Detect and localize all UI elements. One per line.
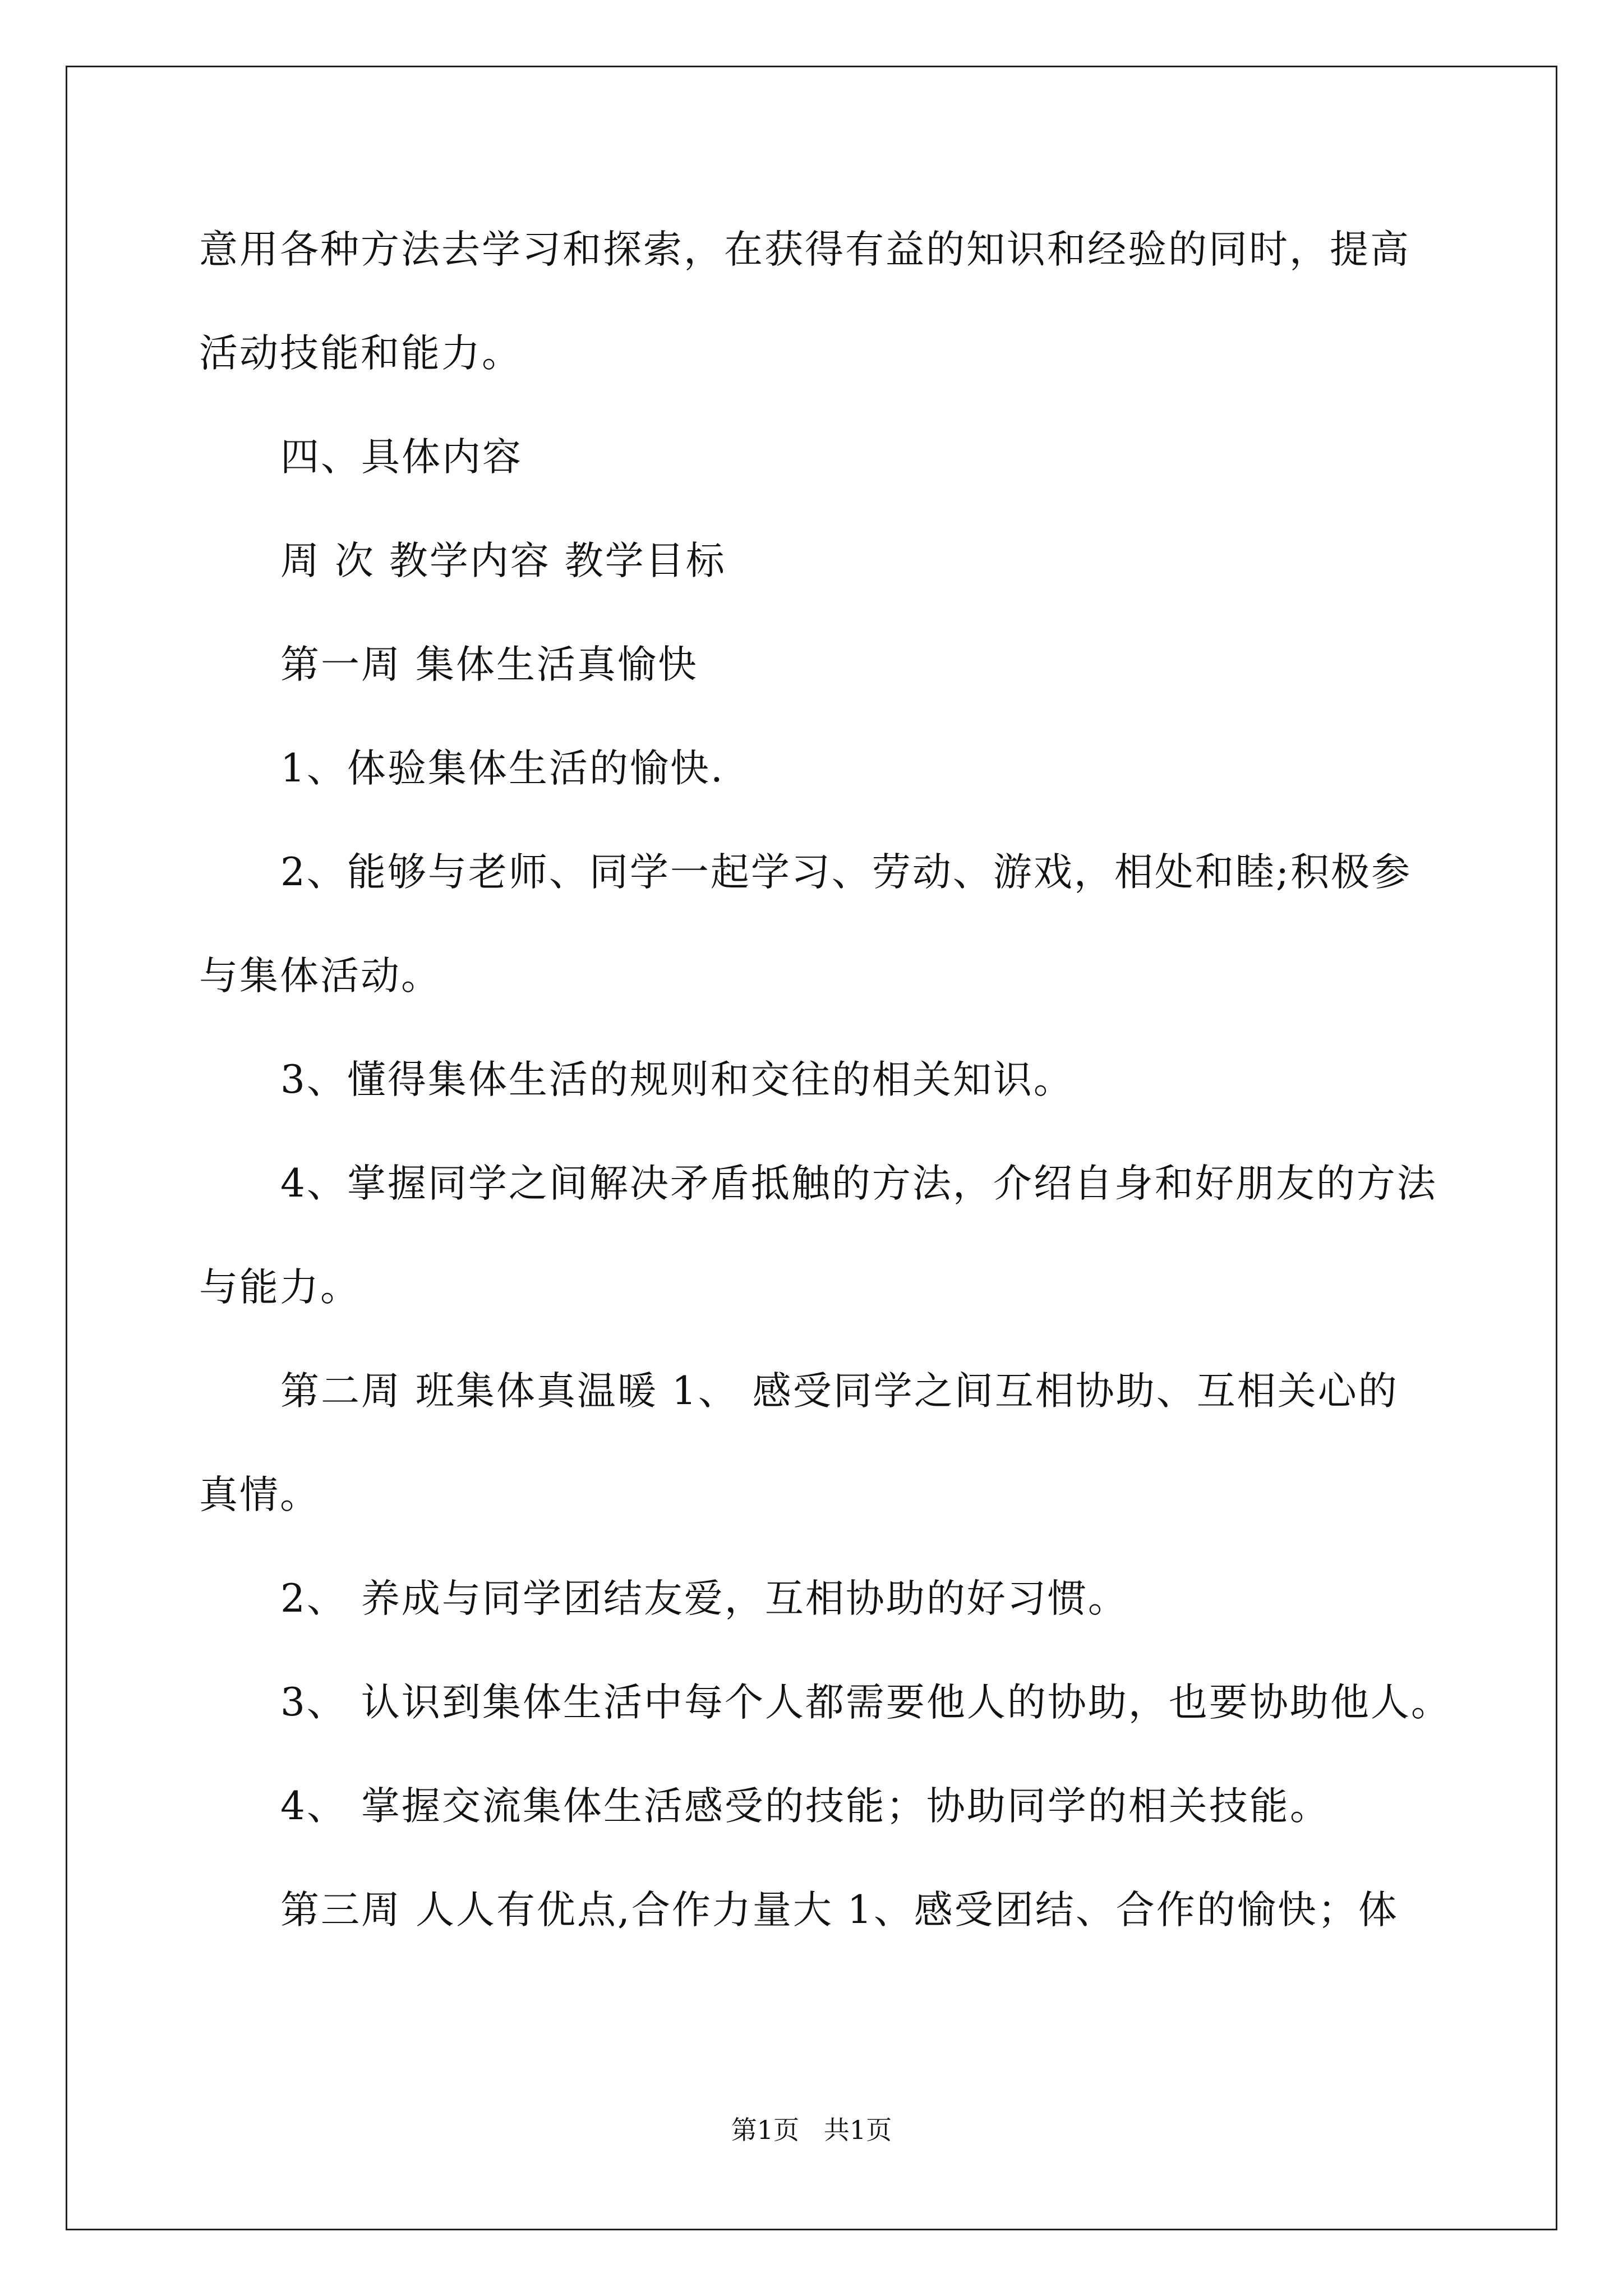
body-text-line: 4、掌握同学之间解决矛盾抵触的方法，介绍自身和好朋友的方法	[280, 1161, 1437, 1206]
body-text-line: 2、能够与老师、同学一起学习、劳动、游戏，相处和睦;积极参	[280, 850, 1412, 895]
table-header-line: 周 次 教学内容 教学目标	[280, 539, 726, 583]
body-text-line: 真情。	[199, 1473, 320, 1517]
body-text-line: 3、 认识到集体生活中每个人都需要他人的协助，也要协助他人。	[280, 1680, 1451, 1725]
week-heading: 第三周 人人有优点,合作力量大 1、感受团结、合作的愉快；体	[280, 1888, 1399, 1932]
body-text-line: 与能力。	[199, 1265, 361, 1310]
week-heading: 第一周 集体生活真愉快	[280, 642, 698, 687]
body-text-line: 3、懂得集体生活的规则和交往的相关知识。	[280, 1057, 1074, 1102]
section-heading: 四、具体内容	[280, 435, 523, 480]
body-text-line: 4、 掌握交流集体生活感受的技能；协助同学的相关技能。	[280, 1784, 1330, 1829]
page-footer: 第1页 共1页	[731, 2115, 892, 2145]
body-text-line: 与集体活动。	[199, 954, 441, 999]
body-text-line: 2、 养成与同学团结友爱，互相协助的好习惯。	[280, 1576, 1128, 1621]
body-text-line: 意用各种方法去学习和探索，在获得有益的知识和经验的同时，提高	[199, 227, 1410, 272]
body-text-line: 1、体验集体生活的愉快.	[280, 746, 725, 791]
body-text-line: 活动技能和能力。	[199, 331, 522, 376]
week-heading: 第二周 班集体真温暖 1、 感受同学之间互相协助、互相关心的	[280, 1369, 1399, 1414]
